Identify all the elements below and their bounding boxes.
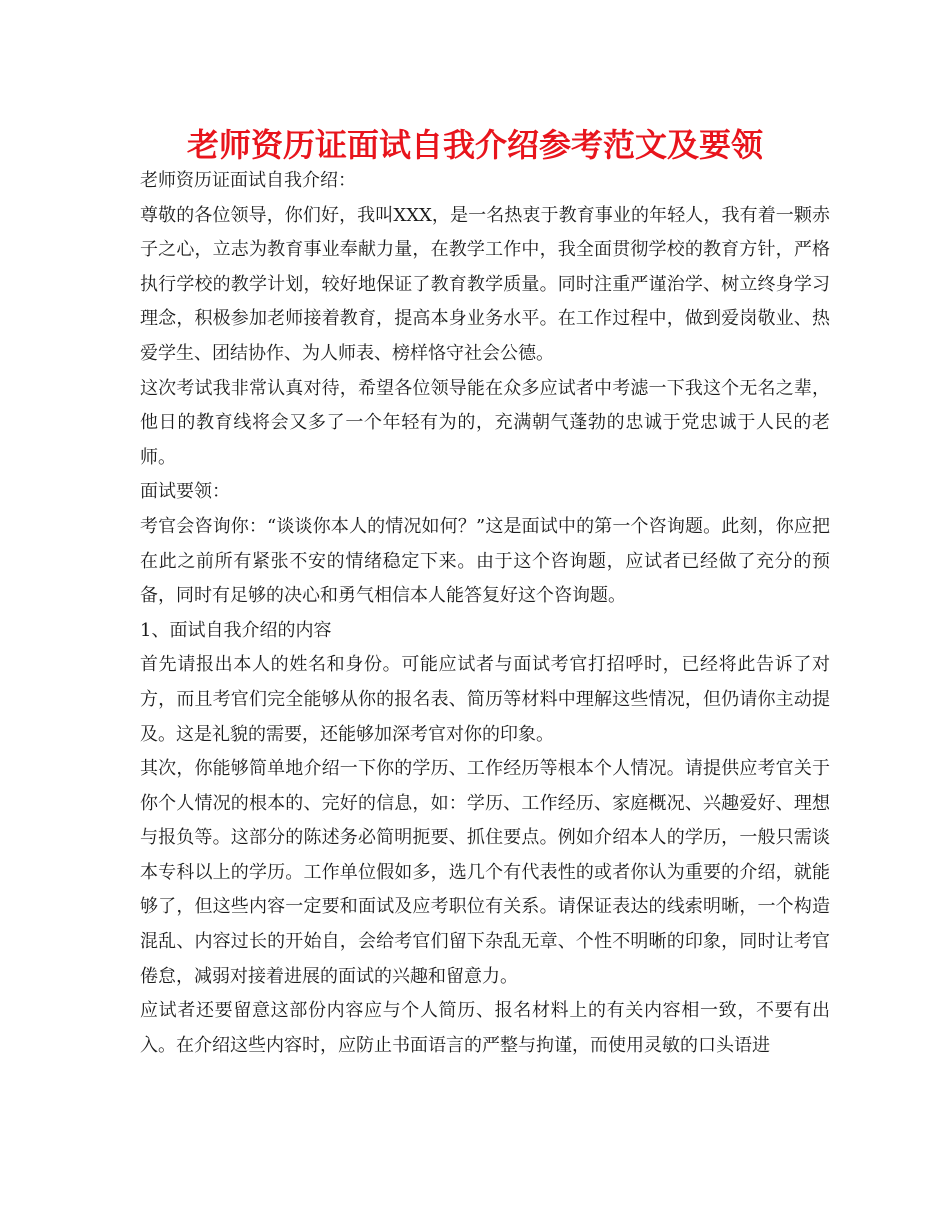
paragraph: 这次考试我非常认真对待，希望各位领导能在众多应试者中考滤一下我这个无名之辈，他日的教育线将会又多了一个年轻有为的，充满朝气蓬勃的忠诚于党忠诚于人民的老师。 [140, 377, 830, 468]
paragraph: 尊敬的各位领导，你们好，我叫XXX，是一名热衷于教育事业的年轻人，我有着一颗赤子之心，立志为教育事业奉献力量，在教学工作中，我全面贯彻学校的教育方针，严格执行学校的教学计划，较好地保证了教育教学质量。同时注重严谨治学、树立终身学习理念，积极参加老师接着教育，提高本身业务水平。在工作过程中，做到爱岗敬业、热爱学生、团结协作、为人师表、榜样恪守社会公德。 [140, 204, 830, 364]
paragraph: 应试者还要留意这部份内容应与个人简历、报名材料上的有关内容相一致，不要有出入。在介绍这些内容时，应防止书面语言的严整与拘谨，而使用灵敏的口头语进 [140, 1000, 830, 1056]
paragraph: 老师资历证面试自我介绍： [140, 170, 356, 191]
document-title: 老师资历证面试自我介绍参考范文及要领 [186, 126, 763, 164]
paragraph: 首先请报出本人的姓名和身份。可能应试者与面试考官打招呼时，已经将此告诉了对方，而且考官们完全能够从你的报名表、简历等材料中理解这些情况，但仍请你主动提及。这是礼貌的需要，还能够加深考官对你的印象。 [140, 654, 830, 745]
document-body [140, 164, 830, 1063]
section-heading: 1、面试自我介绍的内容 [140, 619, 332, 641]
paragraph: 其次，你能够简单地介绍一下你的学历、工作经历等根本个人情况。请提供应考官关于你个人情况的根本的、完好的信息，如：学历、工作经历、家庭概况、兴趣爱好、理想与报负等。这部分的陈述务必简明扼要、抓住要点。例如介绍本人的学历，一般只需谈本专科以上的学历。工作单位假如多，选几个有代表性的或者你认为重要的介绍，就能够了，但这些内容一定要和面试及应考职位有关系。请保证表达的线索明晰，一个构造混乱、内容过长的开始自，会给考官们留下杂乱无章、个性不明晰的印象，同时让考官倦怠，减弱对接着进展的面试的兴趣和留意力。 [140, 758, 830, 987]
paragraph: 考官会咨询你：“谈谈你本人的情况如何？”这是面试中的第一个咨询题。此刻，你应把在此之前所有紧张不安的情绪稳定下来。由于这个咨询题，应试者已经做了充分的预备，同时有足够的决心和勇气相信本人能答复好这个咨询题。 [140, 515, 830, 607]
paragraph: 面试要领： [140, 481, 230, 503]
